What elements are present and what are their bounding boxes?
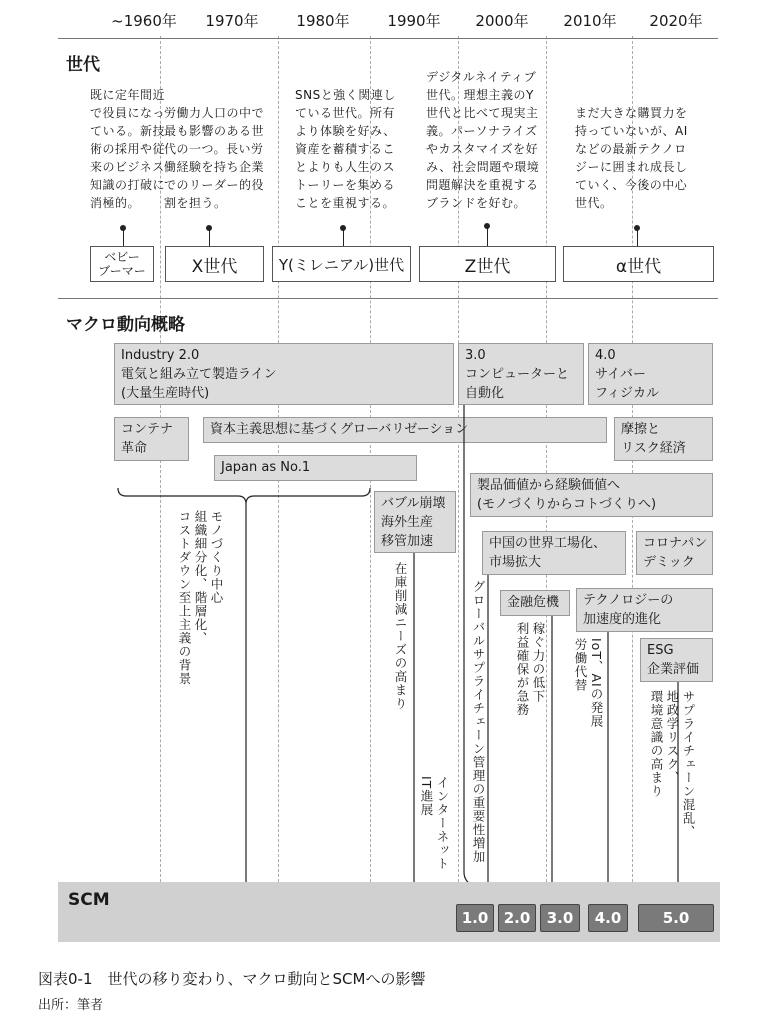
year-label: 1990年 [387,12,441,30]
year-label: 2010年 [563,12,617,30]
note-iot: IoT、AIの発展 労働代替 [573,638,604,729]
scm-version-1: 1.0 [456,904,494,932]
macro-box-bubble: バブル崩壊 海外生産 移管加速 [374,491,456,553]
generation-box-boomer: ベビー ブーマー [90,246,154,282]
macro-box-tech: テクノロジーの 加速度的進化 [576,588,713,632]
figure-caption: 図表0-1 世代の移り変わり、マクロ動向とSCMへの影響 [38,970,426,988]
macro-box-financial-crisis: 金融危機 [500,590,570,616]
scm-version-5: 5.0 [638,904,714,932]
note-global-scm: グローバルサプライチェーン管理の重要性増加 [471,580,486,864]
note-supply-chaos: サプライチェーン混乱、 地政学リスク、 環境意識の高まり [649,690,696,839]
note-internet: インターネット IT進展 [419,776,450,871]
year-label: ~1960年 [111,12,177,30]
macro-box-industry3: 3.0 コンピューターと 自動化 [458,343,584,405]
generation-box-x: X世代 [165,246,264,282]
year-label: 2000年 [475,12,529,30]
macro-section-title: マクロ動向概略 [66,315,185,335]
generation-desc-alpha: まだ大きな購買力を 持っていないが、AI などの最新テクノロ ジーに囲まれ成長し ていく、今後の中心 世代。 [575,106,688,210]
generation-box-y: Y(ミレニアル)世代 [272,246,411,282]
note-earning: 稼ぐ力の低下 利益確保が急務 [515,622,546,717]
macro-box-china: 中国の世界工場化、 市場拡大 [482,531,626,575]
scm-version-4: 4.0 [588,904,628,932]
year-label: 2020年 [649,12,703,30]
scm-version-2: 2.0 [498,904,536,932]
figure-source: 出所：筆者 [38,998,104,1013]
macro-box-product-value: 製品価値から経験価値へ (モノづくりからコトづくりへ) [470,473,713,517]
note-monozukuri: モノづくり中心 組織細分化、階層化、 コストダウン至上主義の背景 [177,510,224,686]
generation-box-alpha: α世代 [563,246,714,282]
generation-desc-boomer: 既に定年間近 で役員になっ ている。新技 術の採用や従 来のビジネス 知識の打破に 消極的。 [90,88,166,210]
macro-box-container: コンテナ 革命 [114,417,189,461]
macro-box-industry2: Industry 2.0 電気と組み立て製造ライン (大量生産時代) [114,343,454,405]
scm-label: SCM [68,890,110,910]
note-inventory: 在庫削減ニーズの高まり [393,562,408,711]
generation-box-z: Z世代 [419,246,556,282]
scm-version-3: 3.0 [540,904,580,932]
macro-box-japan: Japan as No.1 [214,455,417,481]
macro-box-capitalism: 資本主義思想に基づくグローバリゼーション [203,417,607,443]
macro-box-corona: コロナパン デミック [636,531,713,575]
year-label: 1970年 [205,12,259,30]
generation-desc-x: 労働力人口の中で 最も影響のある世 代の一つ。長い労 働経験を持ち企業 でのリーダー的役 割を担う。 [164,106,265,210]
macro-box-industry4: 4.0 サイバー フィジカル [588,343,713,405]
year-label: 1980年 [296,12,350,30]
generation-desc-z: デジタルネイティブ 世代。理想主義のY 世代と比べて現実主 義。パーソナライズ やカスタマイズを好 み、社会問題や環境 問題解決を重視する ブランドを好む。 [426,70,540,210]
generation-desc-y: SNSと強く関連し ている世代。所有 より体験を好み、 資産を蓄積するこ とよりも人生のス トーリーを集める ことを重視する。 [295,88,396,210]
macro-box-esg: ESG 企業評価 [640,638,713,682]
macro-box-friction: 摩擦と リスク経済 [614,417,713,461]
generation-section-title: 世代 [66,55,100,75]
